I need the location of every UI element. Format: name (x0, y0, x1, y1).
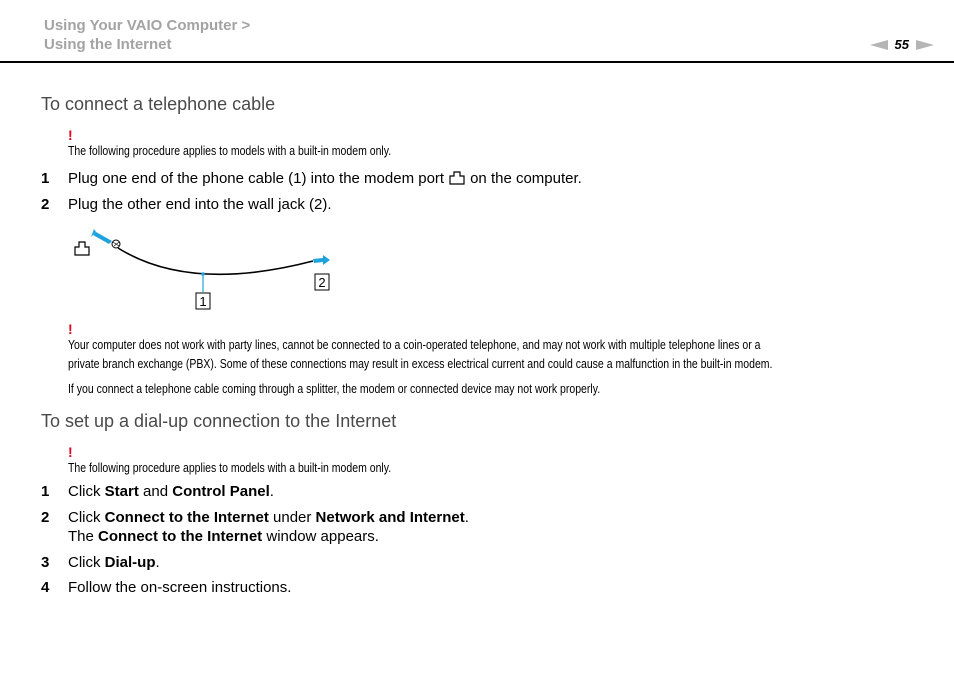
phone-plug-icon (112, 240, 120, 248)
page-number: 55 (894, 37, 909, 52)
step-text: The (68, 528, 99, 545)
note-text-line-1: Your computer does not work with party lines, cannot be connected to a coin-operated telephone, and may not work with multiple telephone lines or a (68, 338, 761, 352)
step-number: 3 (41, 554, 50, 571)
ui-term-control-panel: Control Panel (172, 483, 270, 500)
step-text: and (138, 483, 173, 500)
step-text: window appears. (262, 528, 379, 545)
callout-label-2: 2 (318, 275, 326, 290)
breadcrumb (44, 16, 250, 54)
step-text: Click (68, 509, 105, 526)
phone-cable-line (118, 248, 313, 274)
warning-mark: ! (68, 444, 73, 460)
step-text-before: Plug one end of the phone cable (1) into the modem port (68, 170, 445, 187)
note-modem-only-2 (68, 445, 453, 478)
next-page-arrow-icon[interactable] (916, 40, 934, 50)
step-text: Click (68, 483, 105, 500)
note-modem-only (68, 128, 453, 161)
ui-term-network-and-internet: Network and Internet (315, 509, 465, 526)
cable-plug-arrow-icon (91, 229, 112, 244)
step-text-after: on the computer. (470, 170, 582, 187)
step-text: Follow the on-screen instructions. (68, 579, 292, 596)
warning-mark: ! (68, 127, 73, 143)
note-text: The following procedure applies to models with a built-in modem only. (68, 461, 392, 475)
step-text: . (269, 483, 274, 500)
step-text: Plug the other end into the wall jack (2). (68, 196, 332, 213)
callout-label-1: 1 (199, 294, 207, 309)
modem-port-icon (448, 169, 466, 185)
note-text: The following procedure applies to models with a built-in modem only. (68, 144, 392, 158)
step-text: . (155, 554, 160, 571)
previous-page-arrow-icon[interactable] (870, 40, 888, 50)
page-navigation (870, 37, 934, 52)
step-text: Click (68, 554, 105, 571)
ui-term-start: Start (104, 483, 139, 500)
note-text: If you connect a telephone cable coming through a splitter, the modem or connected device may not work properly. (68, 382, 601, 396)
breadcrumb-current: Using the Internet (44, 36, 172, 53)
callout-dot-1 (201, 272, 205, 276)
note-text-line-2: private branch exchange (PBX). Some of these connections may result in excess electrical current and could cause a malfunction in the built-in modem. (68, 357, 773, 371)
telephone-cable-figure (70, 228, 340, 314)
header-divider (0, 61, 954, 63)
ui-term-connect-to-the-internet: Connect to the Internet (98, 528, 263, 545)
section-heading-dial-up: To set up a dial-up connection to the Internet (41, 411, 397, 431)
step-number: 4 (41, 579, 50, 596)
note-splitter (68, 380, 701, 399)
step-number: 1 (41, 483, 50, 500)
step-number: 2 (41, 509, 50, 526)
step-number: 1 (41, 170, 50, 187)
step-text: under (268, 509, 316, 526)
warning-mark: ! (68, 321, 73, 337)
wall-jack-arrow-icon (313, 255, 330, 265)
breadcrumb-parent[interactable]: Using Your VAIO Computer > (44, 17, 251, 34)
note-line-restrictions (68, 322, 907, 374)
ui-term-dial-up: Dial-up (104, 554, 156, 571)
step-number: 2 (41, 196, 50, 213)
section-heading-telephone-cable: To connect a telephone cable (41, 94, 276, 114)
modem-port-icon (75, 242, 89, 255)
ui-term-connect-to-the-internet: Connect to the Internet (104, 509, 269, 526)
step-text: . (464, 509, 469, 526)
